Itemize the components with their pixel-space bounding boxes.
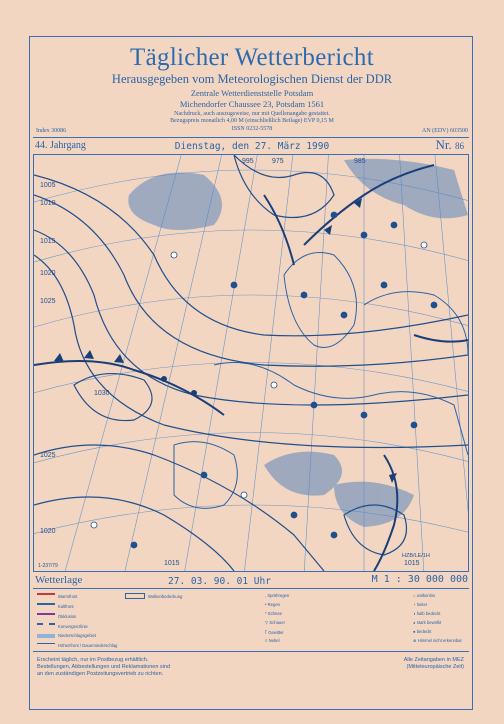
footer-left <box>37 657 170 678</box>
legend-item: ● bedeckt <box>413 629 432 634</box>
clear-sky-icon: ○ <box>413 593 417 598</box>
isobar-label: 1030 <box>94 390 110 397</box>
fair-icon: ◔ <box>413 602 417 607</box>
footer-right-line: Alle Zeitangaben in MEZ <box>403 657 464 663</box>
isobar-label: 1020 <box>40 270 56 277</box>
isobar-label: 1015 <box>404 560 420 567</box>
reprint-note: Nachdruck, auch auszugsweise, nur mit Quellenangabe gestattet. <box>174 111 330 117</box>
fog-icon: ≡ <box>265 638 269 643</box>
observation-time: 27. 03. 90. 01 Uhr <box>168 576 271 587</box>
footer-left-line: Bestellungen, Abbestellungen und Reklamationen sind <box>37 664 171 670</box>
legend-item: ◑ halb bedeckt <box>413 611 441 616</box>
isobar-label: 1015 <box>40 238 56 245</box>
report-title: Täglicher Wetterbericht <box>130 44 374 71</box>
isobar-label: 1005 <box>40 182 56 189</box>
map-scale: M 1 : 30 000 000 <box>371 574 468 585</box>
isobar-label: 1015 <box>164 560 180 567</box>
legend-item: • Regen <box>265 602 280 607</box>
mostly-cloudy-icon: ◕ <box>413 620 417 625</box>
map-legend <box>33 588 469 652</box>
occlusion-icon <box>37 613 55 619</box>
legend-item: , Sprühregen <box>265 593 290 598</box>
office-line: Zentrale Wetterdienststelle Potsdam <box>190 88 314 98</box>
legend-item: Wolkenbedeckung <box>125 593 182 599</box>
precipitation-area-icon <box>37 634 55 638</box>
legend-item: Okklusion <box>37 613 76 619</box>
issue-number-value: 86 <box>455 141 464 151</box>
half-cloudy-icon: ◑ <box>413 611 417 616</box>
an-edv-number: AN (EDV) 603500 <box>422 128 468 134</box>
index-number: Index 30086 <box>36 128 67 134</box>
rain-icon: • <box>265 602 268 607</box>
isobar-label: 1025 <box>40 452 56 459</box>
upper-front-icon <box>37 643 55 648</box>
legend-item: ≡ Nebel <box>265 638 280 643</box>
legend-item: ▽ Schauer <box>265 620 285 625</box>
legend-item: Konvergenzlinie <box>37 623 88 629</box>
issue-number-label: Nr. <box>435 137 452 152</box>
footer-right-line: (Mitteleuropäische Zeit) <box>406 664 464 670</box>
legend-item: ○ wolkenlos <box>413 593 436 598</box>
weather-map <box>33 154 469 572</box>
issue-number <box>436 137 465 153</box>
weather-map-svg <box>34 155 468 571</box>
legend-item: Ꞅ Gewitter <box>265 629 284 635</box>
legend-item: Kaltfront <box>37 603 74 609</box>
overcast-icon: ● <box>413 629 417 634</box>
sky-obscured-icon: ⊗ <box>413 638 418 643</box>
thunderstorm-icon: Ꞅ <box>265 629 269 634</box>
isobar-label: 1025 <box>40 298 56 305</box>
legend-item: Warmfront <box>37 593 77 599</box>
snow-icon: * <box>265 611 268 616</box>
isobar-label: 995 <box>242 158 254 165</box>
cold-front-icon <box>37 603 55 609</box>
footer-left-line: an den zuständigen Postzeitungsvertrieb zu richten. <box>37 671 164 677</box>
map-code: HZB/LE/1H <box>402 553 430 559</box>
convergence-line-icon <box>37 623 55 629</box>
shower-icon: ▽ <box>265 620 270 625</box>
footer-left-line: Erscheint täglich, nur im Postbezug erhältlich. <box>37 657 149 663</box>
publisher-line: Herausgegeben vom Meteorologischen Dienst der DDR <box>111 72 393 86</box>
map-stamp: 1-237/79 <box>38 563 58 569</box>
warm-front-icon <box>37 593 55 599</box>
header-divider <box>33 137 469 138</box>
legend-item: * Schnee <box>265 611 282 616</box>
cloud-cover-icon <box>125 593 145 599</box>
issue-date: Dienstag, den 27. März 1990 <box>174 141 330 152</box>
isobar-label: 1020 <box>40 528 56 535</box>
isobar-label: 1010 <box>40 200 56 207</box>
drizzle-icon: , <box>265 593 268 598</box>
land-shading <box>128 159 468 527</box>
footer-right <box>404 657 464 671</box>
issn: ISSN 0232-5578 <box>231 126 273 132</box>
isobar-label: 975 <box>272 158 284 165</box>
legend-item: ◔ heiter <box>413 602 428 607</box>
isobar-label: 985 <box>354 158 366 165</box>
legend-item: ◕ stark bewölkt <box>413 620 442 625</box>
weather-situation-label: Wetterlage <box>35 574 83 586</box>
legend-item: ⊗ Himmel nicht erkennbar <box>413 638 462 643</box>
front-symbols <box>54 198 397 483</box>
jahrgang: 44. Jahrgang <box>35 140 86 151</box>
price-note: Bezugspreis monatlich 4,00 M (einschließlich Beilage) EVP 0,15 M <box>170 118 334 124</box>
legend-item: Höhenfront / Dauerniederschlag <box>37 643 117 648</box>
legend-item: Niederschlagsgebiet <box>37 633 96 638</box>
address-line: Michendorfer Chaussee 23, Potsdam 1561 <box>179 99 325 109</box>
